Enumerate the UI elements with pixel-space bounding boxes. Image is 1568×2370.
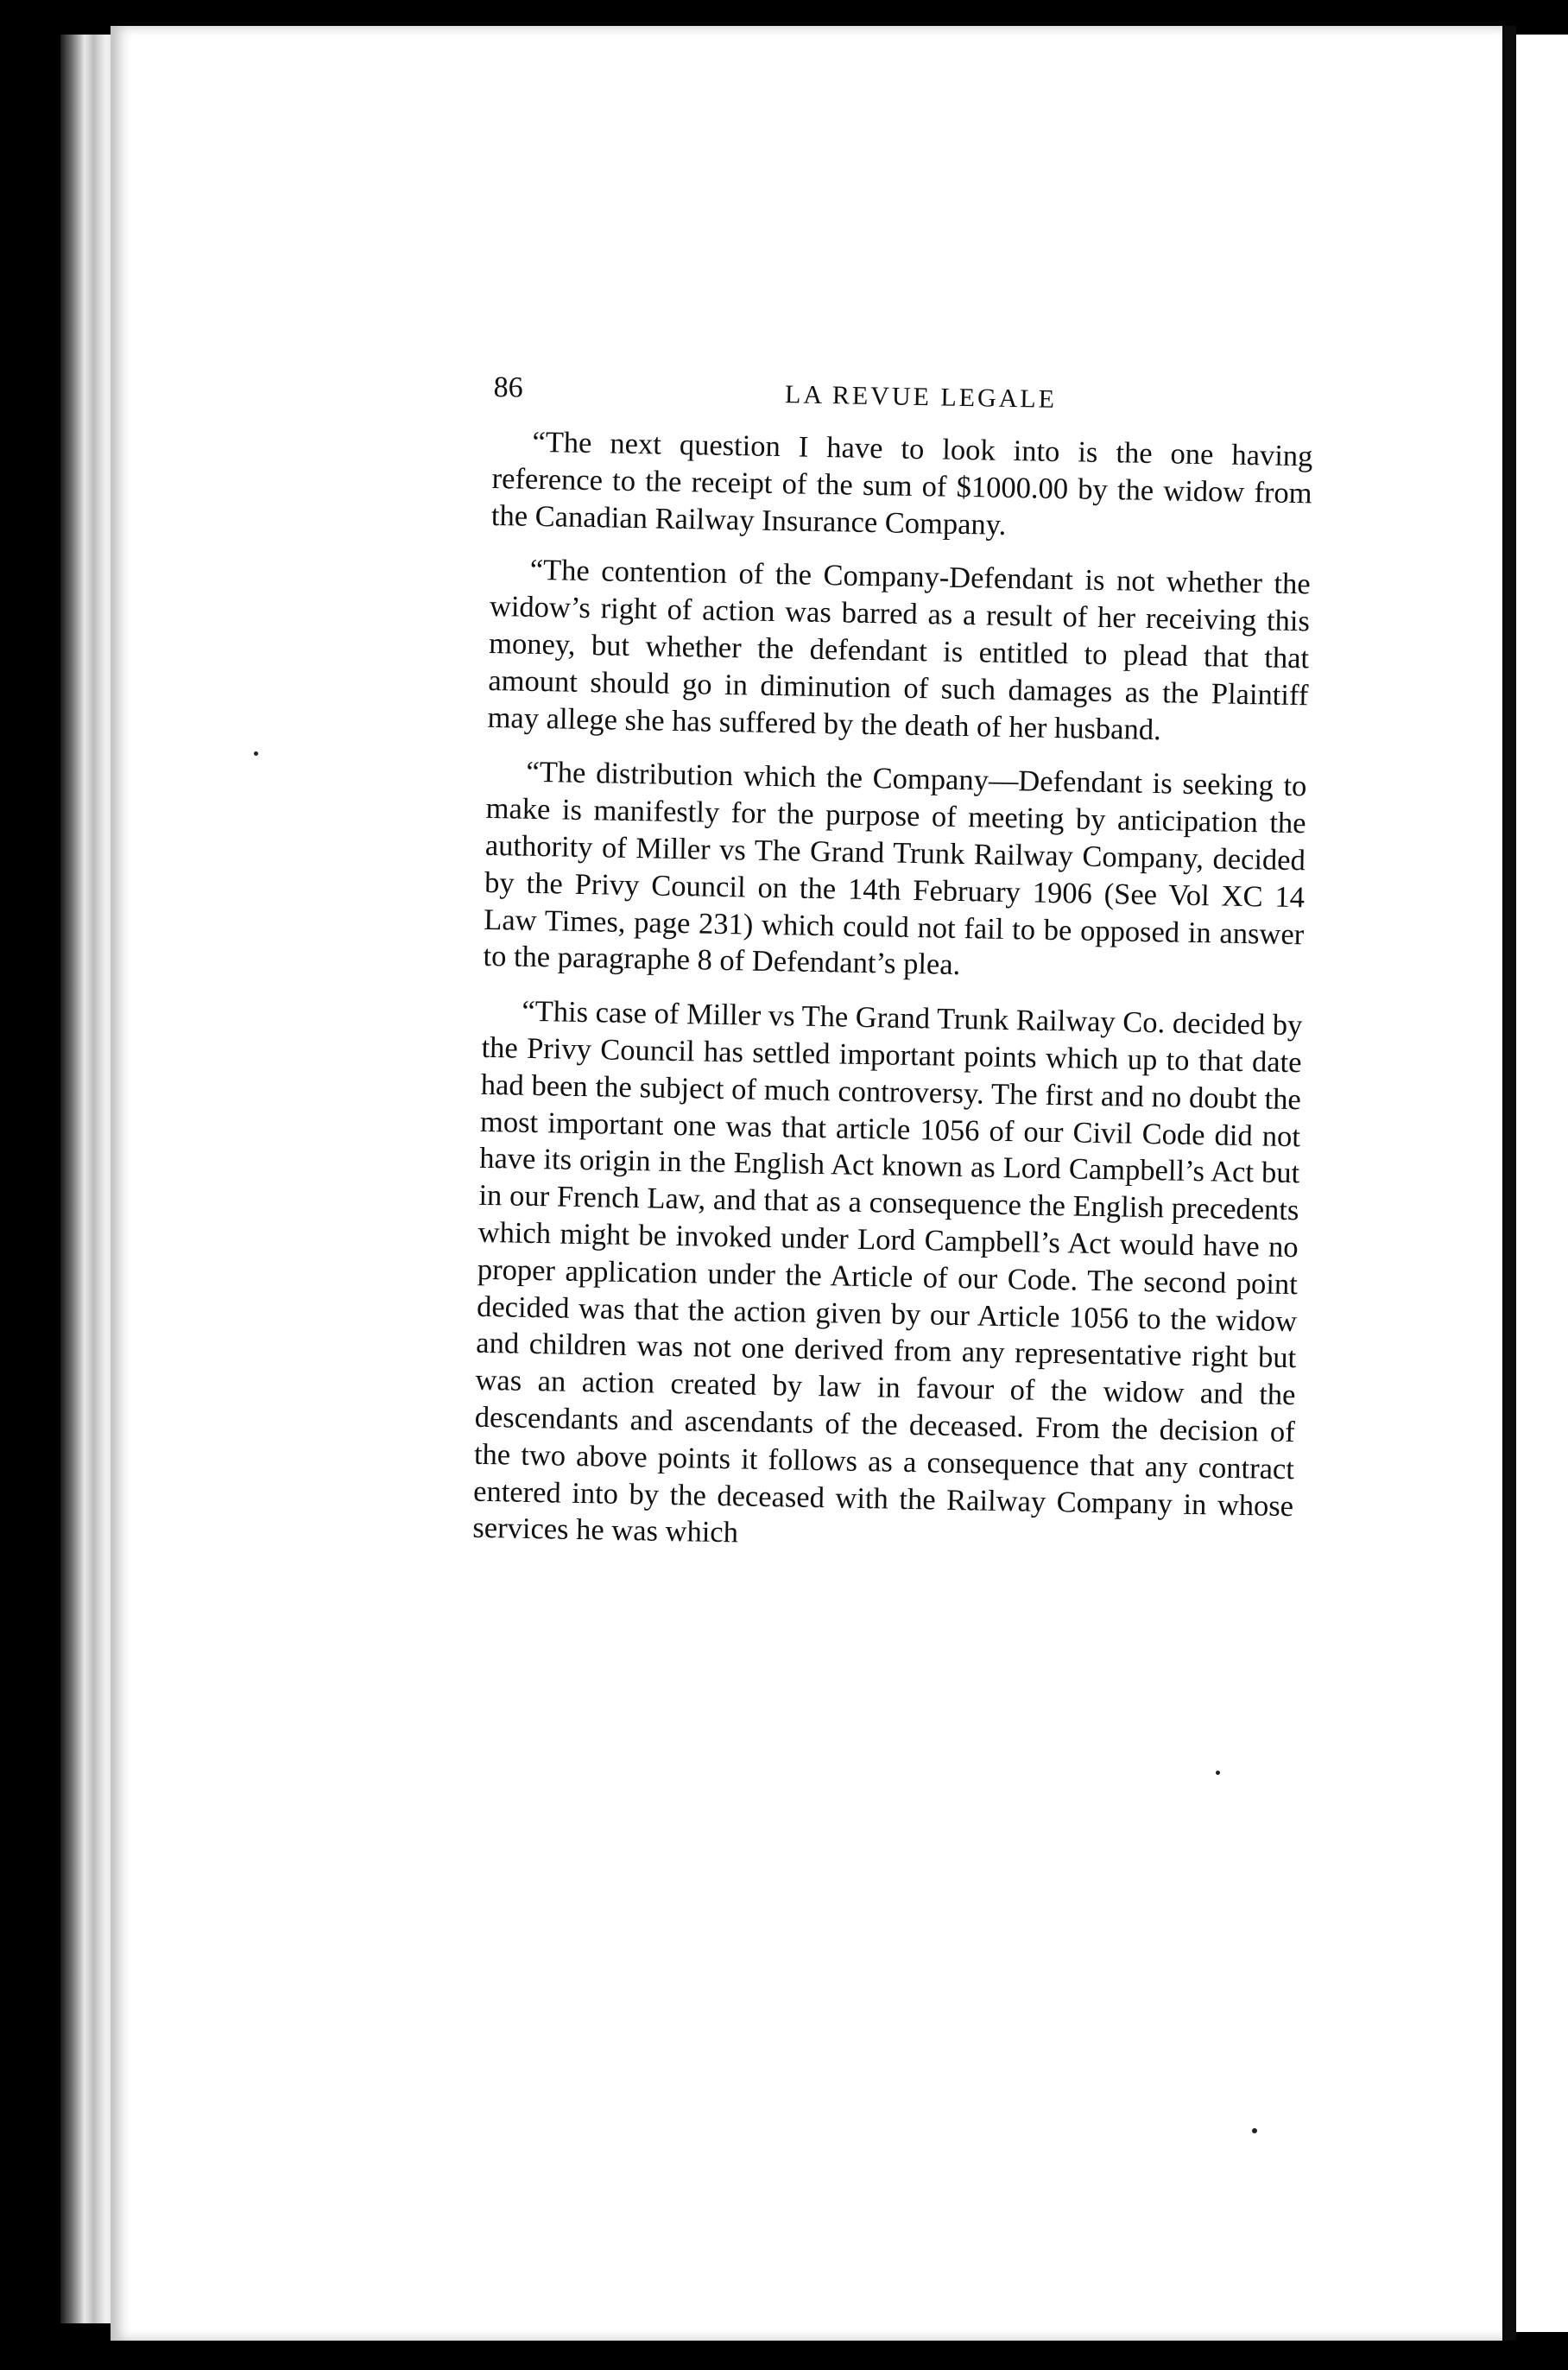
dust-speck [1216, 1771, 1220, 1775]
paragraph: “This case of Miller vs The Grand Trunk Railway Co. decided by the Privy Council has settled important points which up to that date had been the subject of much controversy. The first and no doubt the most important one was that article 1056 of our Civil Code did not have its origin in the English Act known as Lord Campbell’s Act but in our French Law, and that as a consequence the English precedents which might be invoked under Lord Campbell’s Act would have no proper application under the Article of our Code. The second point decided was that the action given by our Article 1056 to the widow and children was not one derived from any representative right but was an action created by law in favour of the widow and the descendants and ascendants of the deceased. From the decision of the two above points it follows as a consequence that any contract entered into by the deceased with the Railway Company in whose services he was which [472, 994, 1303, 1549]
journal-title: LA REVUE LEGALE [784, 380, 1058, 414]
dust-speck [254, 751, 258, 756]
paragraph: “The next question I have to look into is the one having reference to the receipt of the sum of $1000.00 by the widow from the Canadian Railway Insurance Company. [490, 425, 1313, 542]
page-number: 86 [493, 371, 523, 404]
dust-speck [1252, 2128, 1257, 2133]
facing-page-edge [1516, 35, 1568, 2332]
paragraph: “The contention of the Company-Defendant is not whether the widow’s right of action was barred as a result of her receiving this money, but whether the defendant is entitled to plead that that amount should go in diminution of such damages as the Plaintiff may allege she has suffered by the death of her husband. [487, 554, 1311, 746]
paragraph: “The distribution which the Company—Defendant is seeking to make is manifestly for the purpose of meeting by anticipation the authority of Miller vs The Grand Trunk Railway Company, decided by the Privy Council on the 14th February 1906 (See Vol XC 14 Law Times, page 231) which could not fail to be opposed in answer to the paragraphe 8 of Defendant’s plea. [483, 756, 1307, 982]
page-content [472, 371, 1314, 1579]
gutter-shadow [1504, 26, 1516, 2341]
